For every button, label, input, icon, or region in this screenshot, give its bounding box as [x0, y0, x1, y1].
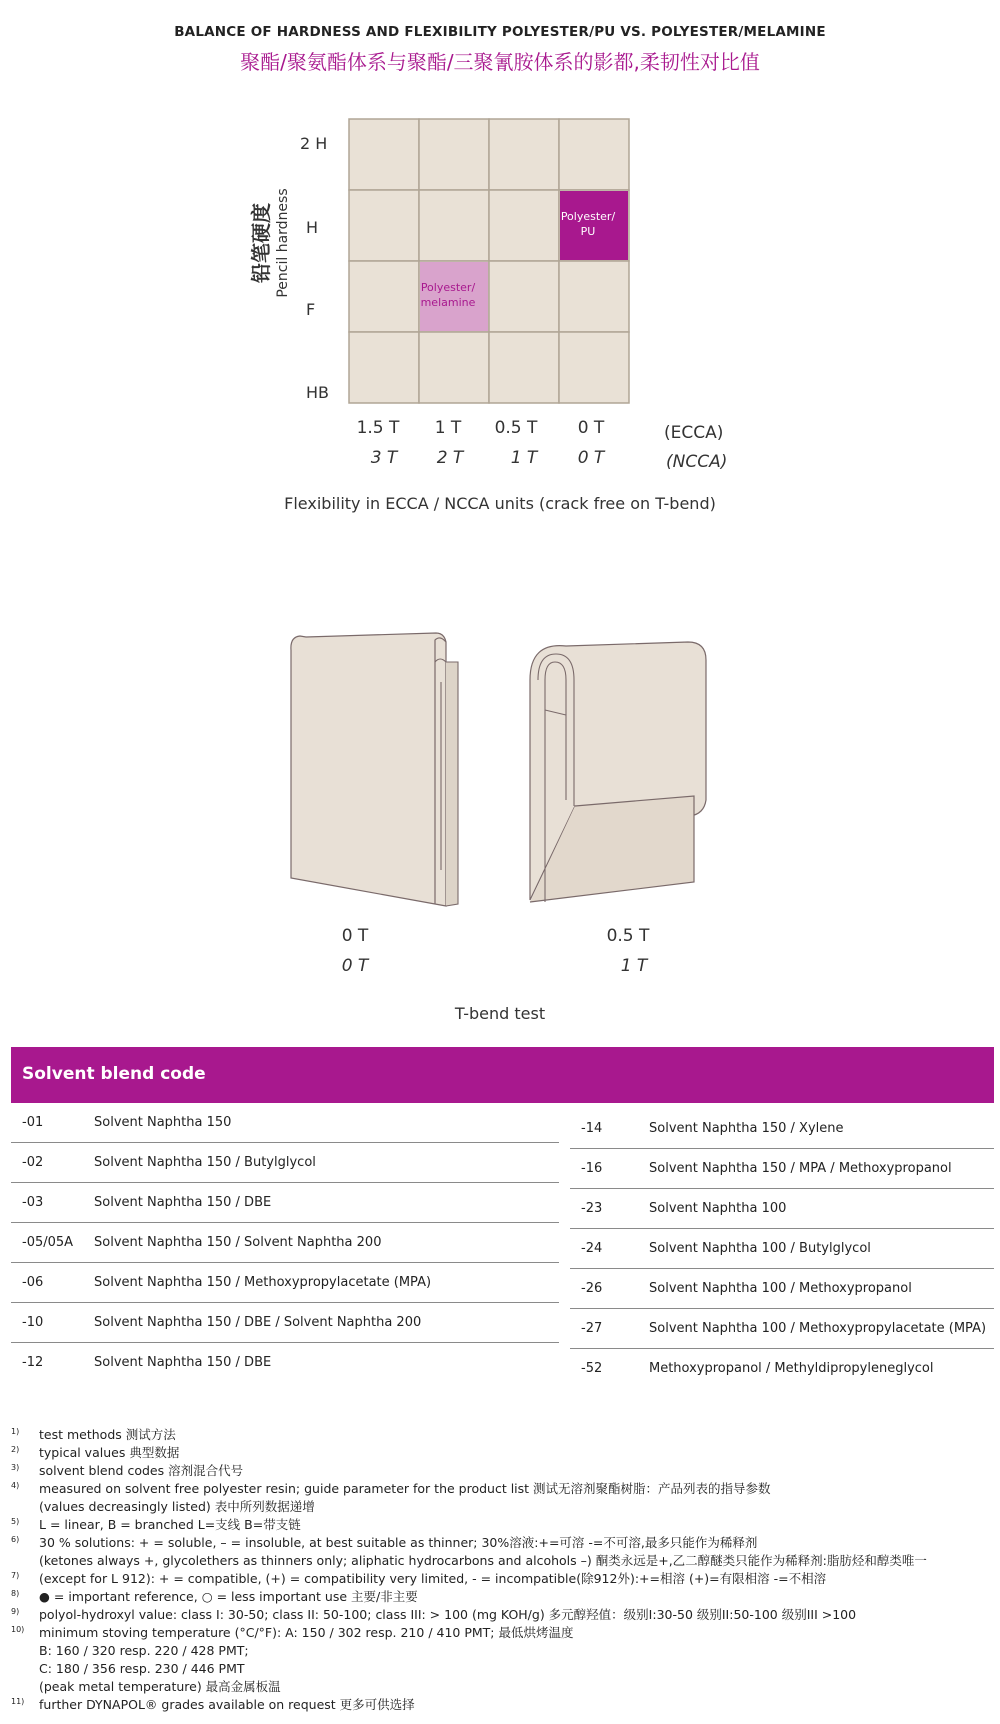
solvent-code: -02 — [22, 1155, 44, 1170]
solvent-blend-heading: Solvent blend code — [22, 1064, 206, 1084]
table-row — [11, 1223, 559, 1263]
footnotes — [11, 1426, 996, 1716]
solvent-name: Solvent Naphtha 150 / Methoxypropylacetate (MPA) — [94, 1275, 432, 1290]
polyester-melamine-line2: melamine — [420, 296, 476, 309]
x-tick-ecca-1: 1.5 T — [356, 418, 400, 438]
polyester-pu-line2: PU — [580, 225, 596, 238]
table-row — [11, 1303, 559, 1343]
grid-cell — [559, 261, 629, 332]
tbend-left-ncca: 0 T — [341, 956, 369, 976]
solvent-code: -03 — [22, 1195, 44, 1210]
footnote-text: B: 160 / 320 resp. 220 / 428 PMT; — [39, 1643, 249, 1658]
solvent-name: Solvent Naphtha 150 / DBE — [94, 1195, 272, 1210]
tbend-left-ecca: 0 T — [341, 926, 369, 946]
hardness-flexibility-chart — [0, 0, 1000, 520]
footnote-number: 8) — [11, 1589, 20, 1598]
solvent-name: Solvent Naphtha 100 — [649, 1201, 787, 1216]
solvent-name: Methoxypropanol / Methyldipropyleneglycol — [649, 1361, 934, 1376]
solvent-code: -24 — [581, 1241, 603, 1256]
table-row — [11, 1343, 559, 1382]
solvent-blend-banner — [11, 1047, 994, 1103]
solvent-code: -27 — [581, 1321, 603, 1336]
t-bend-05t-sample — [530, 642, 706, 902]
solvent-code: -12 — [22, 1355, 44, 1370]
footnote-number: 10) — [11, 1625, 25, 1634]
footnote-number: 6) — [11, 1535, 20, 1544]
footnote-text: test methods 测试方法 — [39, 1427, 176, 1442]
table-row — [11, 1143, 559, 1183]
tbend-right-ncca: 1 T — [620, 956, 648, 976]
y-tick-f: F — [306, 300, 316, 319]
solvent-name: Solvent Naphtha 100 / Methoxypropylacetate (MPA) — [649, 1321, 987, 1336]
grid-cell — [349, 261, 419, 332]
y-axis-label-en: Pencil hardness — [275, 188, 291, 298]
footnote-text: polyol-hydroxyl value: class I: 30-50; class II: 50-100; class III: > 100 (mg KOH/g) 多元醇羟值：级别I:30-50 级别II:50-100 级别III >100 — [39, 1607, 857, 1622]
footnote-text: solvent blend codes 溶剂混合代号 — [39, 1463, 244, 1478]
table-row — [570, 1309, 994, 1349]
solvent-name: Solvent Naphtha 100 / Methoxypropanol — [649, 1281, 912, 1296]
chart-caption: Flexibility in ECCA / NCCA units (crack free on T-bend) — [284, 494, 716, 513]
footnote-number: 5) — [11, 1517, 20, 1526]
footnote-text: ● = important reference, ○ = less important use 主要/非主要 — [39, 1589, 418, 1604]
y-tick-2h: 2 H — [300, 134, 328, 153]
grid-cell — [419, 332, 489, 403]
footnote-number: 1) — [11, 1427, 20, 1436]
table-row — [570, 1229, 994, 1269]
solvent-name: Solvent Naphtha 150 — [94, 1115, 232, 1130]
footnote-text: measured on solvent free polyester resin; guide parameter for the product list 测试无溶剂聚酯树脂：产品列表的指导参数 — [39, 1481, 771, 1496]
grid-cell — [489, 332, 559, 403]
table-row — [570, 1349, 994, 1388]
table-row — [570, 1149, 994, 1189]
footnote-text: further DYNAPOL® grades available on request 更多可供选择 — [39, 1697, 415, 1712]
x-tick-ncca-2: 2 T — [436, 448, 464, 468]
y-axis-label-cn: 铅笔硬度 — [249, 203, 273, 283]
solvent-name: Solvent Naphtha 100 / Butylglycol — [649, 1241, 871, 1256]
table-row — [570, 1189, 994, 1229]
footnote-text: (except for L 912): + = compatible, (+) = compatibility very limited, - = incompatible(除912外):+=相溶 (+)=有限相溶 -=不相溶 — [39, 1571, 827, 1586]
table-row — [11, 1263, 559, 1303]
ecca-label: (ECCA) — [664, 423, 724, 443]
title-cn: 聚酯/聚氨酯体系与聚酯/三聚氰胺体系的影都,柔韧性对比值 — [240, 50, 760, 74]
ncca-label: (NCCA) — [666, 452, 728, 472]
grid-cell — [349, 190, 419, 261]
table-row — [11, 1103, 559, 1143]
solvent-code: -26 — [581, 1281, 603, 1296]
x-tick-ecca-4: 0 T — [577, 418, 605, 438]
title-en: BALANCE OF HARDNESS AND FLEXIBILITY POLYESTER/PU VS. POLYESTER/MELAMINE — [174, 24, 826, 40]
solvent-name: Solvent Naphtha 150 / Solvent Naphtha 200 — [94, 1235, 382, 1250]
x-tick-ecca-3: 0.5 T — [494, 418, 538, 438]
grid-cell — [489, 261, 559, 332]
footnote-number: 4) — [11, 1481, 20, 1490]
grid-cell — [349, 332, 419, 403]
y-tick-h: H — [306, 218, 319, 237]
solvent-code: -10 — [22, 1315, 44, 1330]
x-tick-ncca-3: 1 T — [510, 448, 538, 468]
grid-cell — [419, 119, 489, 190]
footnote-number: 2) — [11, 1445, 20, 1454]
y-axis-label — [248, 183, 312, 303]
solvent-name: Solvent Naphtha 150 / DBE / Solvent Naphtha 200 — [94, 1315, 422, 1330]
footnote-text: minimum stoving temperature (°C/°F): A: 150 / 302 resp. 210 / 410 PMT; 最低烘烤温度 — [39, 1625, 574, 1640]
polyester-melamine-line1: Polyester/ — [420, 281, 476, 294]
solvent-name: Solvent Naphtha 150 / Xylene — [649, 1121, 844, 1136]
footnote-text: (values decreasingly listed) 表中所列数据递增 — [39, 1499, 315, 1514]
solvent-code: -06 — [22, 1275, 44, 1290]
grid-cell — [419, 190, 489, 261]
footnote-text: (peak metal temperature) 最高金属板温 — [39, 1679, 281, 1694]
solvent-code: -01 — [22, 1115, 44, 1130]
tbend-caption: T-bend test — [454, 1004, 546, 1023]
table-row — [570, 1109, 994, 1149]
solvent-code: -05/05A — [22, 1235, 74, 1250]
footnote-text: 30 % solutions: + = soluble, – = insoluble, at best suitable as thinner; 30%溶液:+=可溶 -=不可溶,最多只能作为稀释剂 — [39, 1535, 758, 1550]
footnote-text: (ketones always +, glycolethers as thinners only; aliphatic hydrocarbons and alcohols –) 酮类永远是+,乙二醇醚类只能作为稀释剂:脂肪烃和醇类唯一 — [39, 1553, 927, 1568]
solvent-code: -23 — [581, 1201, 603, 1216]
t-bend-0t-sample — [291, 633, 458, 906]
solvent-code: -14 — [581, 1121, 603, 1136]
solvent-code: -16 — [581, 1161, 603, 1176]
grid-cell — [559, 119, 629, 190]
solvent-name: Solvent Naphtha 150 / DBE — [94, 1355, 272, 1370]
polyester-pu-line1: Polyester/ — [560, 210, 616, 223]
solvent-name: Solvent Naphtha 150 / Butylglycol — [94, 1155, 316, 1170]
table-row — [570, 1269, 994, 1309]
polyester-pu-label — [554, 209, 622, 239]
x-tick-ncca-4: 0 T — [577, 448, 605, 468]
footnote-text: typical values 典型数据 — [39, 1445, 180, 1460]
grid-cell — [489, 119, 559, 190]
footnote-number: 11) — [11, 1697, 25, 1706]
solvent-code: -52 — [581, 1361, 603, 1376]
grid-cell — [559, 332, 629, 403]
polyester-melamine-label — [413, 280, 483, 310]
table-row — [11, 1183, 559, 1223]
footnote-text: L = linear, B = branched L=支线 B=带支链 — [39, 1517, 301, 1532]
x-tick-ncca-1: 3 T — [370, 448, 398, 468]
tbend-right-ecca: 0.5 T — [606, 926, 650, 946]
grid-cell — [349, 119, 419, 190]
footnote-text: C: 180 / 356 resp. 230 / 446 PMT — [39, 1661, 245, 1676]
x-tick-ecca-2: 1 T — [434, 418, 462, 438]
footnote-number: 7) — [11, 1571, 20, 1580]
footnote-number: 3) — [11, 1463, 20, 1472]
t-bend-illustration — [0, 620, 1000, 920]
grid-cell — [489, 190, 559, 261]
y-tick-hb: HB — [306, 383, 330, 402]
footnote-number: 9) — [11, 1607, 20, 1616]
solvent-name: Solvent Naphtha 150 / MPA / Methoxypropanol — [649, 1161, 952, 1176]
